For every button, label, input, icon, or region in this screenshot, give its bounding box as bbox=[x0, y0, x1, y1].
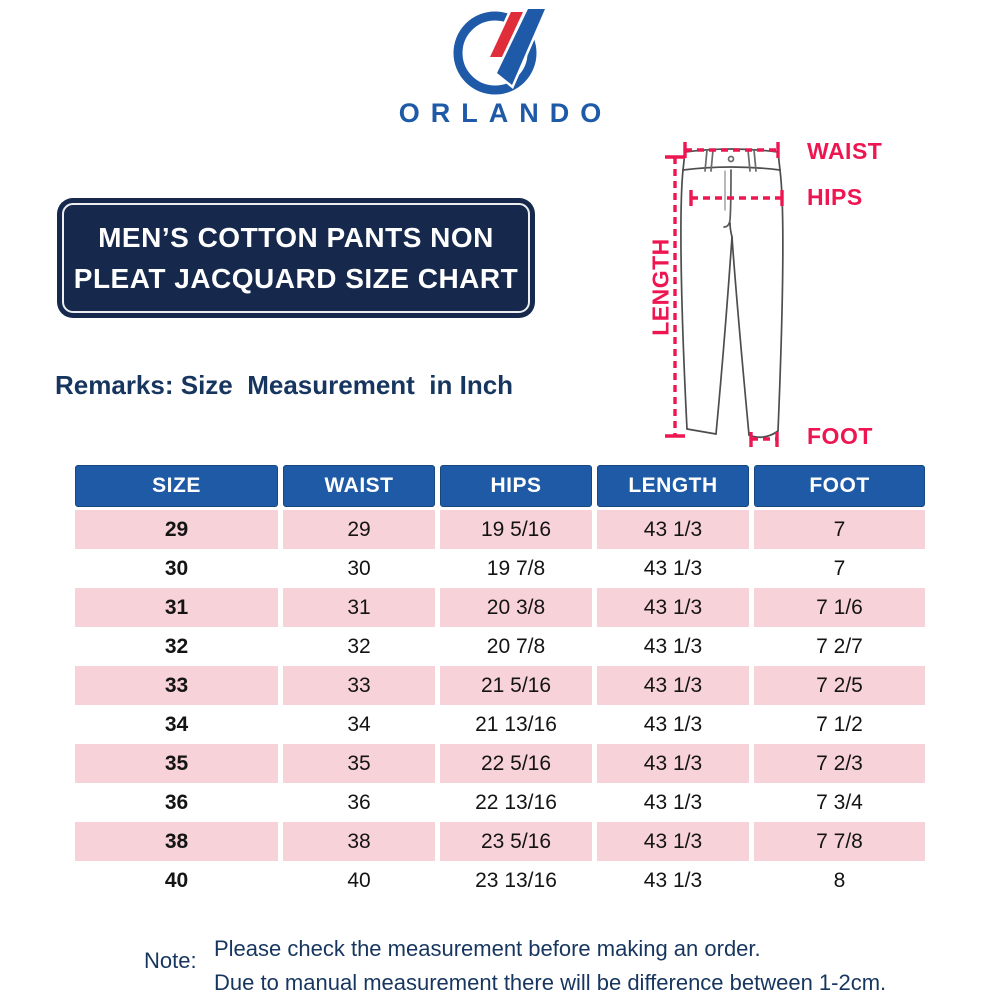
waist-label: WAIST bbox=[807, 138, 883, 164]
column-header-length: LENGTH bbox=[597, 465, 749, 507]
size-table-header-row bbox=[75, 465, 925, 507]
brand-logo-icon bbox=[438, 5, 558, 100]
cell-waist: 31 bbox=[283, 588, 435, 627]
table-row-size-34 bbox=[75, 705, 925, 744]
cell-length: 43 1/3 bbox=[597, 744, 749, 783]
cell-waist: 38 bbox=[283, 822, 435, 861]
table-row-size-33 bbox=[75, 666, 925, 705]
cell-length: 43 1/3 bbox=[643, 634, 703, 658]
page-title-line1: MEN’S COTTON PANTS NON bbox=[98, 222, 494, 253]
hips-label: HIPS bbox=[807, 184, 863, 210]
size-table-body bbox=[75, 510, 925, 900]
cell-hips: 22 13/16 bbox=[475, 790, 557, 814]
cell-size: 30 bbox=[164, 556, 189, 580]
cell-hips: 23 5/16 bbox=[440, 822, 592, 861]
cell-hips: 20 3/8 bbox=[440, 588, 592, 627]
cell-size: 36 bbox=[164, 790, 189, 814]
cell-hips: 19 5/16 bbox=[440, 510, 592, 549]
column-header-size: SIZE bbox=[75, 465, 278, 507]
title-banner-inner bbox=[62, 203, 530, 313]
column-header-foot: FOOT bbox=[754, 465, 925, 507]
cell-hips: 20 7/8 bbox=[486, 634, 546, 658]
cell-size: 33 bbox=[75, 666, 278, 705]
cell-foot: 7 3/4 bbox=[816, 790, 863, 814]
cell-size: 32 bbox=[164, 634, 189, 658]
title-banner bbox=[57, 198, 535, 318]
foot-label: FOOT bbox=[807, 423, 873, 449]
column-header-waist: WAIST bbox=[283, 465, 435, 507]
cell-foot: 7 2/3 bbox=[754, 744, 925, 783]
cell-foot: 7 bbox=[833, 556, 846, 580]
size-table bbox=[75, 465, 925, 900]
cell-length: 43 1/3 bbox=[643, 868, 703, 892]
cell-foot: 8 bbox=[833, 868, 846, 892]
cell-foot: 7 2/7 bbox=[816, 634, 863, 658]
cell-waist: 32 bbox=[347, 634, 371, 658]
cell-hips: 19 7/8 bbox=[486, 556, 546, 580]
cell-waist: 30 bbox=[347, 556, 371, 580]
length-label: LENGTH bbox=[647, 238, 674, 336]
note-line1: Please check the measurement before making an order. bbox=[214, 936, 761, 961]
brand-wordmark: ORLANDO bbox=[398, 98, 613, 128]
cell-size: 29 bbox=[75, 510, 278, 549]
cell-waist: 29 bbox=[283, 510, 435, 549]
cell-length: 43 1/3 bbox=[643, 712, 703, 736]
cell-foot: 7 1/2 bbox=[816, 712, 863, 736]
cell-hips: 22 5/16 bbox=[440, 744, 592, 783]
cell-waist: 36 bbox=[347, 790, 371, 814]
cell-hips: 21 13/16 bbox=[475, 712, 557, 736]
cell-length: 43 1/3 bbox=[643, 790, 703, 814]
cell-length: 43 1/3 bbox=[643, 556, 703, 580]
note-text bbox=[214, 932, 886, 1000]
cell-waist: 40 bbox=[347, 868, 371, 892]
cell-length: 43 1/3 bbox=[597, 666, 749, 705]
remarks-text: Remarks: Size Measurement in Inch bbox=[55, 370, 514, 400]
column-header-hips: HIPS bbox=[440, 465, 592, 507]
cell-size: 38 bbox=[75, 822, 278, 861]
cell-hips: 23 13/16 bbox=[475, 868, 557, 892]
table-row-size-29 bbox=[75, 510, 925, 549]
cell-waist: 34 bbox=[347, 712, 371, 736]
table-row-size-35 bbox=[75, 744, 925, 783]
cell-size: 31 bbox=[75, 588, 278, 627]
note-line2: Due to manual measurement there will be difference between 1-2cm. bbox=[214, 970, 887, 995]
note-label: Note: bbox=[144, 948, 197, 973]
table-row-size-38 bbox=[75, 822, 925, 861]
table-row-size-30 bbox=[75, 549, 925, 588]
cell-length: 43 1/3 bbox=[597, 510, 749, 549]
cell-foot: 7 1/6 bbox=[754, 588, 925, 627]
table-row-size-31 bbox=[75, 588, 925, 627]
cell-foot: 7 7/8 bbox=[754, 822, 925, 861]
table-row-size-32 bbox=[75, 627, 925, 666]
table-row-size-36 bbox=[75, 783, 925, 822]
cell-size: 35 bbox=[75, 744, 278, 783]
cell-size: 34 bbox=[164, 712, 189, 736]
cell-size: 40 bbox=[164, 868, 189, 892]
cell-foot: 7 bbox=[754, 510, 925, 549]
cell-length: 43 1/3 bbox=[597, 822, 749, 861]
cell-foot: 7 2/5 bbox=[754, 666, 925, 705]
cell-waist: 33 bbox=[283, 666, 435, 705]
cell-hips: 21 5/16 bbox=[440, 666, 592, 705]
cell-length: 43 1/3 bbox=[597, 588, 749, 627]
cell-waist: 35 bbox=[283, 744, 435, 783]
page-title-line2: PLEAT JACQUARD SIZE CHART bbox=[73, 263, 519, 294]
table-row-size-40 bbox=[75, 861, 925, 900]
pants-measurement-diagram bbox=[630, 130, 890, 460]
